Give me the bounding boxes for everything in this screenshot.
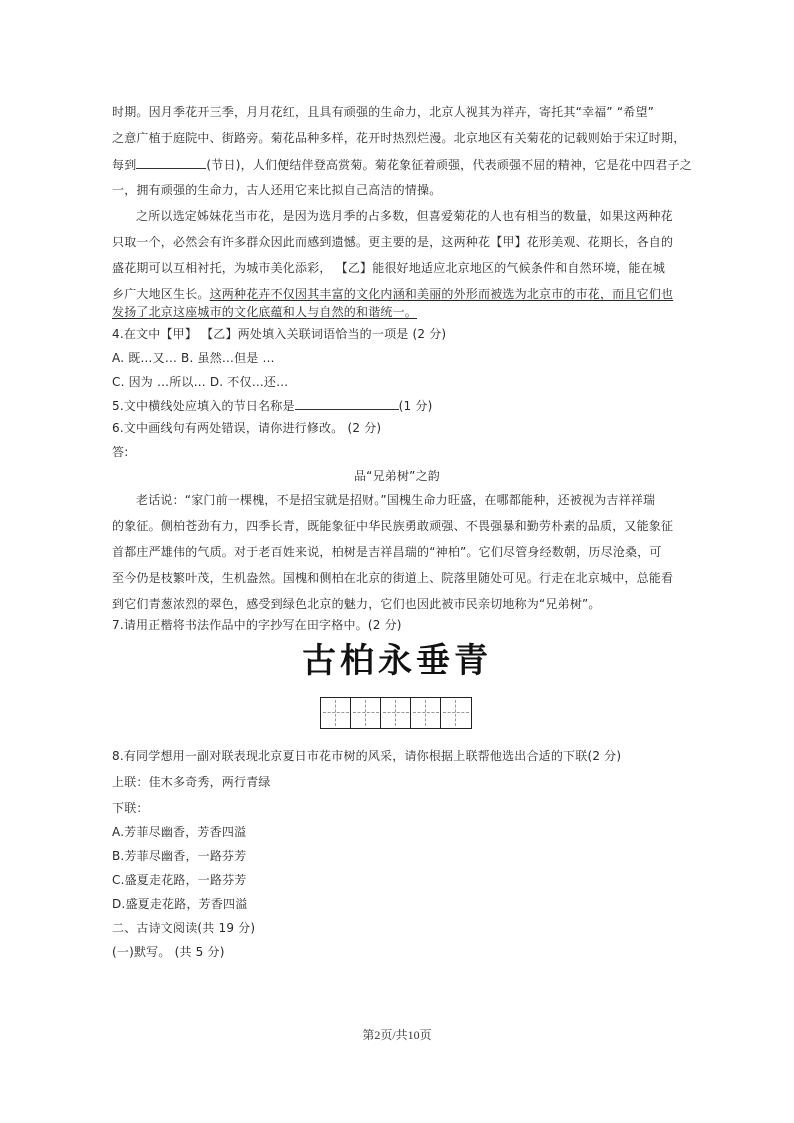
question-4-options-cd: C. 因为 …所以… D. 不仅…还…: [112, 375, 289, 389]
tian-zi-ge-grid: [320, 697, 472, 729]
option-c: C.盛夏走花路，一路芬芳: [112, 873, 247, 887]
option-a: A.芳菲尽幽香，芳香四溢: [112, 825, 247, 839]
question-6-stem: 6.文中画线句有两处错误，请你进行修改。 (2 分): [112, 421, 382, 435]
para1-line1: 时期。因月季花开三季，月月花红，且具有顽强的生命力，北京人视其为祥卉，寄托其“幸福” “希望”: [112, 105, 655, 119]
question-5-score: (1 分): [398, 399, 433, 413]
section-line1: 老话说：“家门前一棵槐，不是招宝就是招财。”国槐生命力旺盛，在哪都能种，还被视为吉祥祥瑞: [136, 493, 656, 507]
para2-line2: 只取一个，必然会有许多群众因此而感到遗憾。更主要的是，这两种花【甲】花形美观、花期长，各自的: [112, 235, 674, 249]
option-d: D.盛夏走花路，芳香四溢: [112, 897, 248, 911]
section-line4: 至今仍是枝繁叶茂，生机盎然。国槐和侧柏在北京的街道上、院落里随处可见。行走在北京城中，总能看: [112, 571, 674, 585]
question-5: [112, 397, 432, 414]
question-8-stem: 8.有同学想用一副对联表现北京夏日市花市树的风采，请你根据上联帮他选出合适的下联(2 分): [112, 749, 622, 763]
para2-line4-start: 乡广大地区生长。: [112, 287, 210, 301]
part2-title: 二、古诗文阅读(共 19 分): [112, 921, 256, 935]
grid-cell[interactable]: [351, 698, 381, 728]
section-line5: 到它们青葱浓烈的翠色，感受到绿色北京的魅力，它们也因此被市民亲切地称为“兄弟树”。: [112, 597, 601, 611]
para1-line3: [112, 156, 692, 173]
para1-line4: 一，拥有顽强的生命力，古人还用它来比拟自己高洁的情操。: [112, 183, 442, 197]
page-footer: 第2页/共10页: [362, 1028, 432, 1042]
para1-line3-end: (节日)，人们便结伴登高赏菊。菊花象征着顽强，代表顽强不屈的精神，它是花中四君子之: [206, 158, 692, 172]
section-line2: 的象征。侧柏苍劲有力，四季长青，既能象征中华民族勇敢顽强、不畏强暴和勤劳朴素的品质，又能象征: [112, 519, 674, 533]
question-4-stem: 4.在文中【甲】 【乙】两处填入关联词语恰当的一项是 (2 分): [112, 327, 447, 341]
para2-line1: 之所以选定姊妹花当市花，是因为选月季的占多数，但喜爱菊花的人也有相当的数量，如果这两种花: [136, 209, 673, 223]
question-6-answer-label: 答:: [112, 445, 129, 459]
holiday-blank[interactable]: [136, 156, 206, 169]
upper-couplet: 上联：佳木多奇秀，两行青绿: [112, 775, 271, 789]
para1-line3-start: 每到: [112, 158, 137, 172]
calligraphy-artwork: 古柏永垂青: [302, 641, 492, 681]
para2-line4: [112, 286, 673, 302]
question-4-options-ab: A. 既…又… B. 虽然…但是 …: [112, 351, 275, 365]
grid-cell[interactable]: [381, 698, 411, 728]
question-7-stem: 7.请用正楷将书法作品中的字抄写在田字格中。(2 分): [112, 618, 402, 632]
grid-cell[interactable]: [321, 698, 351, 728]
para2-line3: 盛花期可以互相衬托，为城市美化添彩， 【乙】能很好地适应北京地区的气候条件和自然环境，能在城: [112, 261, 666, 275]
grid-cell[interactable]: [441, 698, 471, 728]
section-title: 品“兄弟树”之韵: [353, 469, 441, 483]
lower-couplet-label: 下联：: [112, 801, 149, 815]
part2-subtitle: (一)默写。 (共 5 分): [112, 945, 225, 959]
grid-cell[interactable]: [411, 698, 441, 728]
underlined-sentence-part2: 发扬了北京这座城市的文化底蕴和人与自然的和谐统一。: [112, 305, 418, 319]
option-b: B.芳菲尽幽香，一路芬芳: [112, 849, 247, 863]
para1-line2: 之意广植于庭院中、街路旁。菊花品种多样，花开时热烈烂漫。北京地区有关菊花的记载则始于宋辽时期，: [112, 131, 686, 145]
festival-answer-blank[interactable]: [295, 397, 399, 410]
question-5-stem: 5.文中横线处应填入的节日名称是: [112, 399, 295, 413]
section-line3: 首都庄严雄伟的气质。对于老百姓来说，柏树是吉祥昌瑞的“神柏”。它们尽管身经数朝，历尽沧桑，可: [112, 545, 662, 559]
underlined-sentence-part1: 这两种花卉不仅因其丰富的文化内涵和美丽的外形而被选为北京市的市花，而且它们也: [209, 287, 674, 301]
